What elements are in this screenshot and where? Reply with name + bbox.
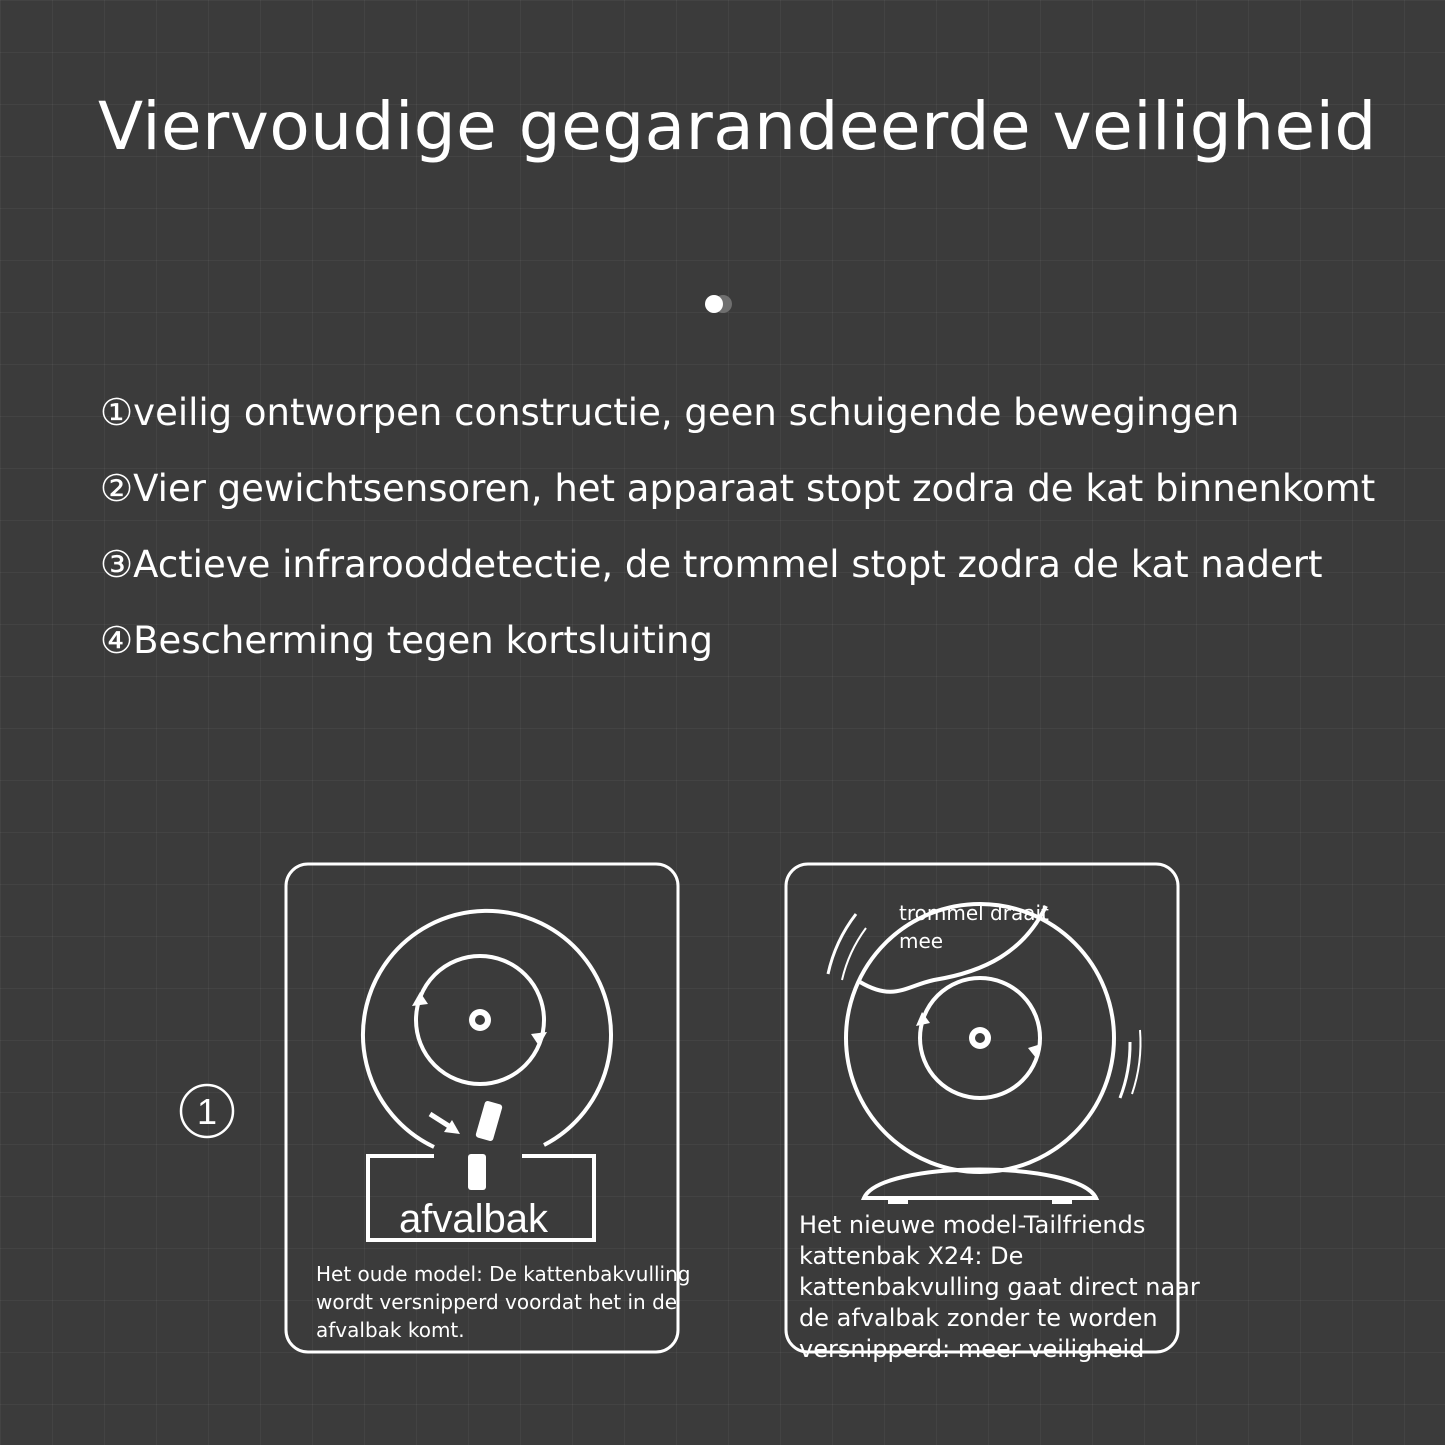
pagination-dots-icon	[702, 292, 746, 316]
page-title: Viervoudige gegarandeerde veiligheid	[98, 88, 1377, 165]
waste-bin-label: afvalbak	[399, 1197, 548, 1241]
feature-item: ①veilig ontworpen constructie, geen schuigende bewegingen	[100, 391, 1240, 434]
old-model-caption: Het oude model: De kattenbakvulling wordt versnipperd voordat het in de afvalbak komt.	[316, 1262, 691, 1342]
feature-item: ④Bescherming tegen kortsluiting	[100, 619, 713, 662]
feature-list	[100, 375, 1375, 679]
feature-item: ②Vier gewichtsensoren, het apparaat stopt zodra de kat binnenkomt	[100, 467, 1376, 510]
new-model-caption: Het nieuwe model-Tailfriends kattenbak X24: De kattenbakvulling gaat direct naar de afvalbak zonder te worden versnipperd: meer veiligheid	[799, 1211, 1200, 1363]
drum-rotates-label: trommel draait mee	[899, 901, 1049, 953]
circled-number-badge	[178, 1082, 236, 1140]
badge-number: 1	[196, 1091, 218, 1132]
feature-item: ③Actieve infrarooddetectie, de trommel stopt zodra de kat nadert	[100, 543, 1323, 586]
